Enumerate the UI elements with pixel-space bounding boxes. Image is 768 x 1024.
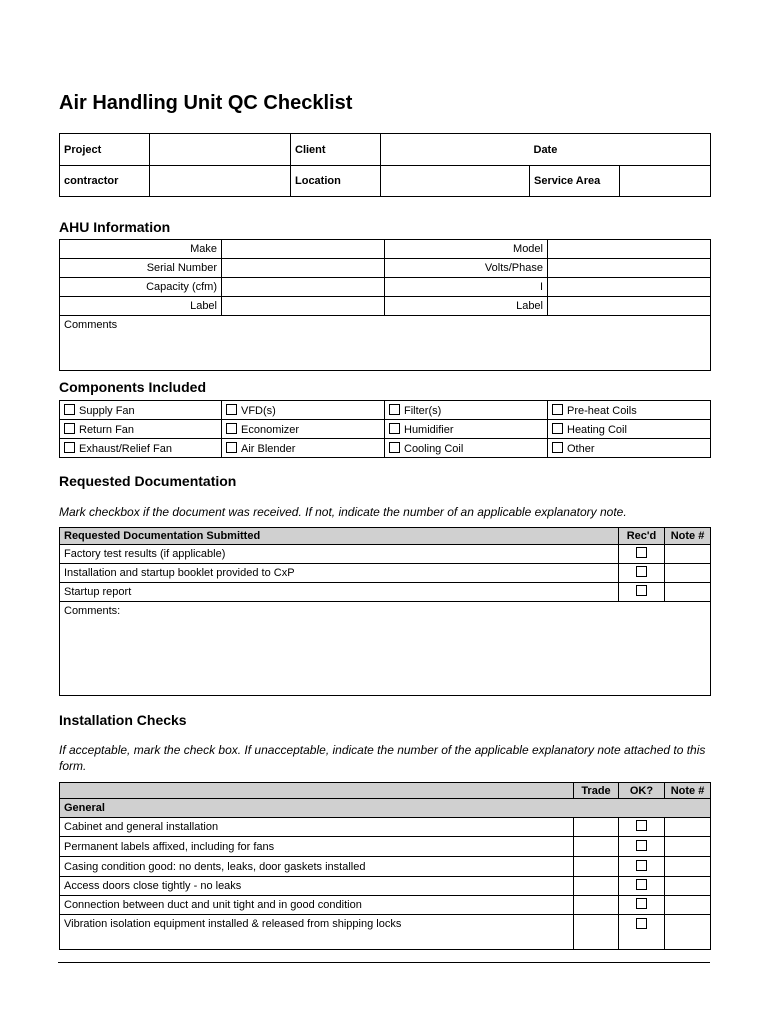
doc-item: Startup report	[60, 583, 619, 602]
location-label: Location	[291, 166, 381, 197]
checkbox-icon[interactable]	[636, 918, 647, 929]
installation-heading: Installation Checks	[59, 712, 187, 728]
checkbox-icon[interactable]	[552, 404, 563, 415]
page-title: Air Handling Unit QC Checklist	[59, 92, 353, 114]
volts-phase-label: Volts/Phase	[385, 259, 548, 278]
install-item: Vibration isolation equipment installed & released from shipping locks	[60, 915, 574, 950]
component-heating-coil[interactable]: Heating Coil	[548, 420, 711, 439]
checkbox-icon[interactable]	[389, 442, 400, 453]
install-note-field[interactable]	[665, 877, 711, 896]
install-item: Connection between duct and unit tight and in good condition	[60, 896, 574, 915]
documentation-heading: Requested Documentation	[59, 473, 237, 489]
doc-col-note: Note #	[665, 528, 711, 545]
installation-table	[59, 782, 711, 950]
checkbox-icon[interactable]	[552, 423, 563, 434]
project-label: Project	[60, 134, 150, 166]
install-section-general: General	[60, 799, 711, 818]
install-note-field[interactable]	[665, 915, 711, 950]
current-label: I	[385, 278, 548, 297]
model-label: Model	[385, 240, 548, 259]
model-field[interactable]	[548, 240, 711, 259]
doc-recd-checkbox[interactable]	[619, 564, 665, 583]
checkbox-icon[interactable]	[636, 860, 647, 871]
component-cooling-coil[interactable]: Cooling Coil	[385, 439, 548, 458]
component-preheat-coils[interactable]: Pre-heat Coils	[548, 401, 711, 420]
install-note-field[interactable]	[665, 818, 711, 837]
service-area-label: Service Area	[530, 166, 620, 197]
install-col-note: Note #	[665, 783, 711, 799]
capacity-field[interactable]	[222, 278, 385, 297]
checkbox-icon[interactable]	[636, 566, 647, 577]
install-ok-checkbox[interactable]	[619, 915, 665, 950]
install-trade-field[interactable]	[574, 818, 619, 837]
serial-number-label: Serial Number	[60, 259, 222, 278]
client-label: Client	[291, 134, 381, 166]
component-return-fan[interactable]: Return Fan	[60, 420, 222, 439]
install-ok-checkbox[interactable]	[619, 896, 665, 915]
documentation-instruction: Mark checkbox if the document was received. If not, indicate the number of an applicable explanatory note.	[59, 505, 627, 519]
date-label: Date	[530, 134, 711, 166]
install-ok-checkbox[interactable]	[619, 857, 665, 877]
label-left-label: Label	[60, 297, 222, 316]
doc-item: Installation and startup booklet provided to CxP	[60, 564, 619, 583]
checkbox-icon[interactable]	[636, 840, 647, 851]
install-ok-checkbox[interactable]	[619, 818, 665, 837]
doc-comments[interactable]: Comments:	[60, 602, 711, 696]
service-area-field[interactable]	[620, 166, 711, 197]
install-col-ok: OK?	[619, 783, 665, 799]
doc-note-field[interactable]	[665, 583, 711, 602]
install-trade-field[interactable]	[574, 837, 619, 857]
checkbox-icon[interactable]	[226, 442, 237, 453]
components-heading: Components Included	[59, 379, 206, 395]
contractor-label: contractor	[60, 166, 150, 197]
ahu-info-table	[59, 239, 711, 371]
install-ok-checkbox[interactable]	[619, 837, 665, 857]
install-trade-field[interactable]	[574, 877, 619, 896]
make-field[interactable]	[222, 240, 385, 259]
checkbox-icon[interactable]	[552, 442, 563, 453]
label-left-field[interactable]	[222, 297, 385, 316]
checkbox-icon[interactable]	[226, 423, 237, 434]
checkbox-icon[interactable]	[226, 404, 237, 415]
client-field[interactable]	[381, 134, 530, 166]
location-field[interactable]	[381, 166, 530, 197]
install-trade-field[interactable]	[574, 896, 619, 915]
label-right-label: Label	[385, 297, 548, 316]
checkbox-icon[interactable]	[636, 547, 647, 558]
make-label: Make	[60, 240, 222, 259]
install-note-field[interactable]	[665, 837, 711, 857]
installation-instruction: If acceptable, mark the check box. If unacceptable, indicate the number of the applicable explanatory note attached to this form.	[59, 743, 706, 773]
documentation-table	[59, 527, 711, 696]
checkbox-icon[interactable]	[389, 423, 400, 434]
label-right-field[interactable]	[548, 297, 711, 316]
current-field[interactable]	[548, 278, 711, 297]
serial-number-field[interactable]	[222, 259, 385, 278]
capacity-label: Capacity (cfm)	[60, 278, 222, 297]
install-col-item	[60, 783, 574, 799]
contractor-field[interactable]	[150, 166, 291, 197]
page-divider	[58, 962, 710, 963]
project-field[interactable]	[150, 134, 291, 166]
checkbox-icon[interactable]	[636, 820, 647, 831]
install-item: Casing condition good: no dents, leaks, door gaskets installed	[60, 857, 574, 877]
install-item: Access doors close tightly - no leaks	[60, 877, 574, 896]
component-economizer[interactable]: Economizer	[222, 420, 385, 439]
install-note-field[interactable]	[665, 857, 711, 877]
checkbox-icon[interactable]	[64, 442, 75, 453]
component-air-blender[interactable]: Air Blender	[222, 439, 385, 458]
checkbox-icon[interactable]	[64, 404, 75, 415]
install-note-field[interactable]	[665, 896, 711, 915]
install-col-trade: Trade	[574, 783, 619, 799]
components-table	[59, 400, 711, 458]
ahu-info-heading: AHU Information	[59, 219, 171, 235]
install-ok-checkbox[interactable]	[619, 877, 665, 896]
install-item: Permanent labels affixed, including for fans	[60, 837, 574, 857]
component-supply-fan[interactable]: Supply Fan	[60, 401, 222, 420]
doc-item: Factory test results (if applicable)	[60, 545, 619, 564]
checkbox-icon[interactable]	[389, 404, 400, 415]
component-humidifier[interactable]: Humidifier	[385, 420, 548, 439]
component-filters[interactable]: Filter(s)	[385, 401, 548, 420]
ahu-comments[interactable]: Comments	[60, 316, 711, 371]
install-trade-field[interactable]	[574, 857, 619, 877]
checkbox-icon[interactable]	[64, 423, 75, 434]
checkbox-icon[interactable]	[636, 879, 647, 890]
checkbox-icon[interactable]	[636, 585, 647, 596]
project-info-table	[59, 133, 711, 197]
checkbox-icon[interactable]	[636, 898, 647, 909]
component-other[interactable]: Other	[548, 439, 711, 458]
component-vfd[interactable]: VFD(s)	[222, 401, 385, 420]
doc-col-item: Requested Documentation Submitted	[60, 528, 619, 545]
install-trade-field[interactable]	[574, 915, 619, 950]
doc-note-field[interactable]	[665, 545, 711, 564]
component-exhaust-relief-fan[interactable]: Exhaust/Relief Fan	[60, 439, 222, 458]
doc-col-recd: Rec'd	[619, 528, 665, 545]
volts-phase-field[interactable]	[548, 259, 711, 278]
install-item: Cabinet and general installation	[60, 818, 574, 837]
doc-recd-checkbox[interactable]	[619, 545, 665, 564]
doc-recd-checkbox[interactable]	[619, 583, 665, 602]
doc-note-field[interactable]	[665, 564, 711, 583]
